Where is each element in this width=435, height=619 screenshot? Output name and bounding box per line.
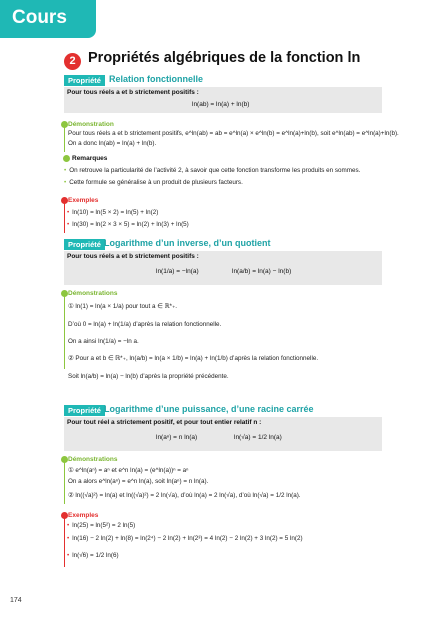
chapter-tab xyxy=(0,0,96,38)
property-title: Logarithme d’un inverse, d’un quotient xyxy=(104,238,271,248)
examples-marker-icon xyxy=(61,512,68,519)
property-title: Relation fonctionnelle xyxy=(109,74,204,84)
property-lead: Pour tous réels a et b strictement positifs : xyxy=(67,89,199,96)
section-number-badge: 2 xyxy=(64,53,81,70)
demo-label: Démonstration xyxy=(68,121,114,128)
remark-item: • On retrouve la particularité de l’activité 2, à savoir que cette fonction transforme les produits en sommes. xyxy=(64,167,360,174)
demo-label: Démonstrations xyxy=(68,456,118,463)
demo-side-line xyxy=(64,459,65,504)
page-number: 174 xyxy=(10,597,22,604)
demo-marker-icon xyxy=(61,456,68,463)
demo-line: ② ln((√a)²) = ln(a) et ln((√a)²) = 2 ln(√a), d’où ln(a) = 2 ln(√a), d’où ln(√a) = 1/2 ln(a). xyxy=(68,492,301,499)
chapter-tab-label: Cours xyxy=(12,7,67,28)
examples-label: Exemples xyxy=(68,512,99,519)
remarks-label: Remarques xyxy=(72,155,108,162)
property-formula: ln(aⁿ) = n ln(a) xyxy=(156,434,198,441)
demo-side-line xyxy=(64,293,65,369)
property-lead: Pour tous réels a et b strictement positifs : xyxy=(67,253,199,260)
example-item: • ln(16) − 2 ln(2) + ln(8) = ln(2⁴) − 2 ln(2) + ln(2³) = 4 ln(2) − 2 ln(2) + 3 ln(2) = 5 ln(2) xyxy=(67,535,303,542)
property-badge: Propriété xyxy=(64,405,105,416)
demo-line: Pour tous réels a et b strictement positifs, e^ln(ab) = ab = e^ln(a) × e^ln(b) = e^ln(a)+ln(b), soit e^ln(ab) = e^ln(a)+ln(b). xyxy=(68,130,399,137)
demo-line: On a alors e^ln(aⁿ) = e^n ln(a), soit ln(aⁿ) = n ln(a). xyxy=(68,478,209,485)
property-formula: ln(ab) = ln(a) + ln(b) xyxy=(192,101,250,108)
demo-marker-icon xyxy=(61,290,68,297)
demo-line: ② Pour a et b ∈ ℝ*₊, ln(a/b) = ln(a × 1/b) = ln(a) + ln(1/b) d’après la relation fonctionnelle. xyxy=(68,355,319,362)
examples-side-line xyxy=(64,200,65,233)
property-badge: Propriété xyxy=(64,75,105,86)
examples-label: Exemples xyxy=(68,197,99,204)
property-box xyxy=(64,251,382,285)
property-formula: ln(1/a) = −ln(a) xyxy=(156,268,199,275)
section-title: Propriétés algébriques de la fonction ln xyxy=(88,50,361,66)
example-item: • ln(25) = ln(5²) = 2 ln(5) xyxy=(67,522,135,529)
example-item: • ln(10) = ln(5 × 2) = ln(5) + ln(2) xyxy=(67,209,158,216)
property-formula: ln(a/b) = ln(a) − ln(b) xyxy=(232,268,292,275)
demo-line: On a ainsi ln(1/a) = −ln a. xyxy=(68,338,139,345)
demo-marker-icon xyxy=(61,121,68,128)
examples-side-line xyxy=(64,515,65,567)
demo-label: Démonstrations xyxy=(68,290,118,297)
property-box xyxy=(64,417,382,451)
demo-line: ① ln(1) = ln(a × 1/a) pour tout a ∈ ℝ*₊. xyxy=(68,303,178,310)
example-item: • ln(√6) = 1/2 ln(6) xyxy=(67,552,119,559)
property-lead: Pour tout réel a strictement positif, et pour tout entier relatif n : xyxy=(67,419,262,426)
demo-line: On a donc ln(ab) = ln(a) + ln(b). xyxy=(68,140,157,147)
demo-line: ① e^ln(aⁿ) = aⁿ et e^n ln(a) = (e^ln(a))ⁿ = aⁿ xyxy=(68,467,189,474)
demo-line: Soit ln(a/b) = ln(a) − ln(b) d’après la propriété précédente. xyxy=(68,373,229,380)
remarks-icon xyxy=(63,155,70,162)
example-item: • ln(30) = ln(2 × 3 × 5) = ln(2) + ln(3) + ln(5) xyxy=(67,221,189,228)
demo-side-line xyxy=(64,124,65,152)
property-badge: Propriété xyxy=(64,239,105,250)
property-formula: ln(√a) = 1/2 ln(a) xyxy=(234,434,282,441)
demo-line: D’où 0 = ln(a) + ln(1/a) d’après la relation fonctionnelle. xyxy=(68,321,222,328)
examples-marker-icon xyxy=(61,197,68,204)
remark-item: • Cette formule se généralise à un produit de plusieurs facteurs. xyxy=(64,179,243,186)
property-box xyxy=(64,87,382,113)
property-title: Logarithme d’une puissance, d’une racine carrée xyxy=(104,404,314,414)
